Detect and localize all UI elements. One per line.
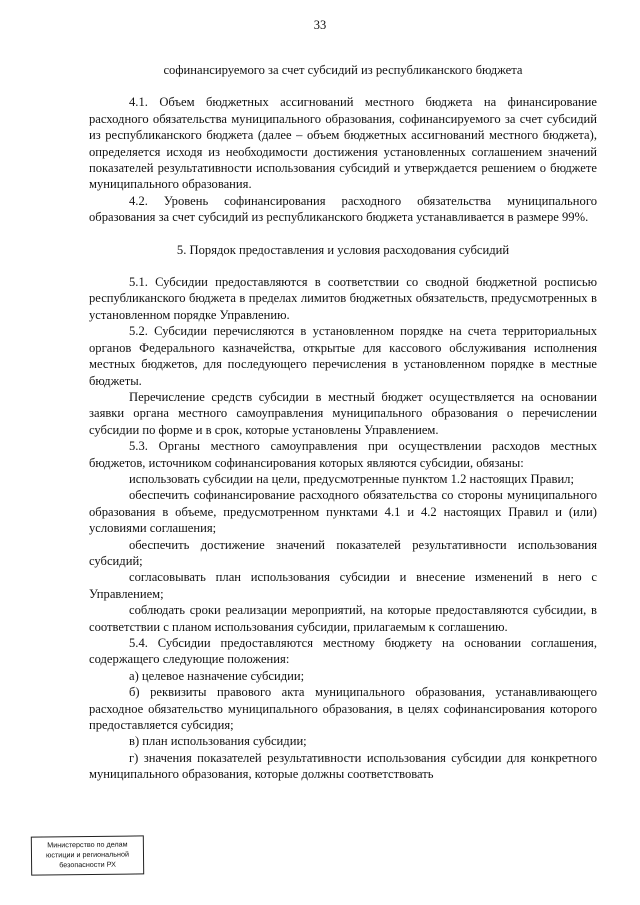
paragraph-transfer: Перечисление средств субсидии в местный бюджет осуществляется на основании заявки органа местного самоуправления муниципального образования о перечислении субсидии по форме и в срок, которые установлены Управлением.	[89, 389, 597, 437]
agreement-item: г) значения показателей результативности использования субсидии для конкретного муниципального образования, которые должны соответствовать	[89, 750, 597, 782]
agreement-item: б) реквизиты правового акта муниципального образования, устанавливающего расходное обязательство муниципального образования, в целях софинансирования которого предоставляется субсидия;	[89, 685, 597, 733]
paragraph-5-2: 5.2. Субсидии перечисляются в установленном порядке на счета территориальных органов Федерального казначейства, открытые для кассового обслуживания исполнения местных бюджетов, для последующего перечисления в установленном порядке в местные бюджеты.	[89, 324, 597, 388]
document-body	[89, 62, 597, 783]
stamp-line: безопасности РХ	[59, 859, 116, 870]
section-5-heading: 5. Порядок предоставления и условия расходования субсидий	[176, 242, 510, 257]
paragraph-5-4: 5.4. Субсидии предоставляются местному бюджету на основании соглашения, содержащего следующие положения:	[89, 636, 597, 667]
agreement-item: в) план использования субсидии;	[129, 734, 307, 749]
obligation-item: обеспечить софинансирование расходного обязательства со стороны муниципального образования в объеме, предусмотренном пунктами 4.1 и 4.2 настоящих Правил и (или) условиями соглашения;	[89, 488, 597, 536]
agreement-item: а) целевое назначение субсидии;	[129, 668, 305, 683]
obligation-item: согласовывать план использования субсидии и внесение изменений в него с Управлением;	[89, 570, 597, 601]
paragraph-4-1: 4.1. Объем бюджетных ассигнований местного бюджета на финансирование расходного обязательства муниципального образования, софинансируемого за счет субсидий из республиканского бюджета (далее – объем бюджетных ассигнований местного бюджета), определяется исходя из необходимости достижения установленных соглашением значений показателей результативности использования субсидий и утверждается решением о бюджете муниципального образования.	[89, 95, 597, 192]
page-number: 33	[313, 18, 327, 32]
paragraph-5-3: 5.3. Органы местного самоуправления при осуществлении расходов местных бюджетов, источником софинансирования которых являются субсидии, обязаны:	[89, 439, 597, 470]
obligation-item: обеспечить достижение значений показателей результативности использования субсидий;	[89, 537, 597, 568]
paragraph-4-2: 4.2. Уровень софинансирования расходного обязательства муниципального образования за счет субсидий из республиканского бюджета устанавливается в размере 99%.	[89, 193, 597, 225]
stamp-line: юстиции и региональной	[45, 849, 130, 860]
obligation-item: соблюдать сроки реализации мероприятий, на которые предоставляются субсидии, в соответствии с планом использования субсидии, прилагаемым к соглашению.	[89, 603, 597, 634]
obligation-item: использовать субсидии на цели, предусмотренные пунктом 1.2 настоящих Правил;	[129, 471, 574, 486]
paragraph-5-1: 5.1. Субсидии предоставляются в соответствии со сводной бюджетной росписью республиканского бюджета в пределах лимитов бюджетных обязательств, предусмотренных в установленном порядке Управлению.	[89, 275, 597, 322]
continued-heading-line: софинансируемого за счет субсидий из республиканского бюджета	[163, 63, 523, 77]
ministry-stamp	[31, 835, 144, 875]
stamp-line: Министерство по делам	[47, 839, 128, 850]
